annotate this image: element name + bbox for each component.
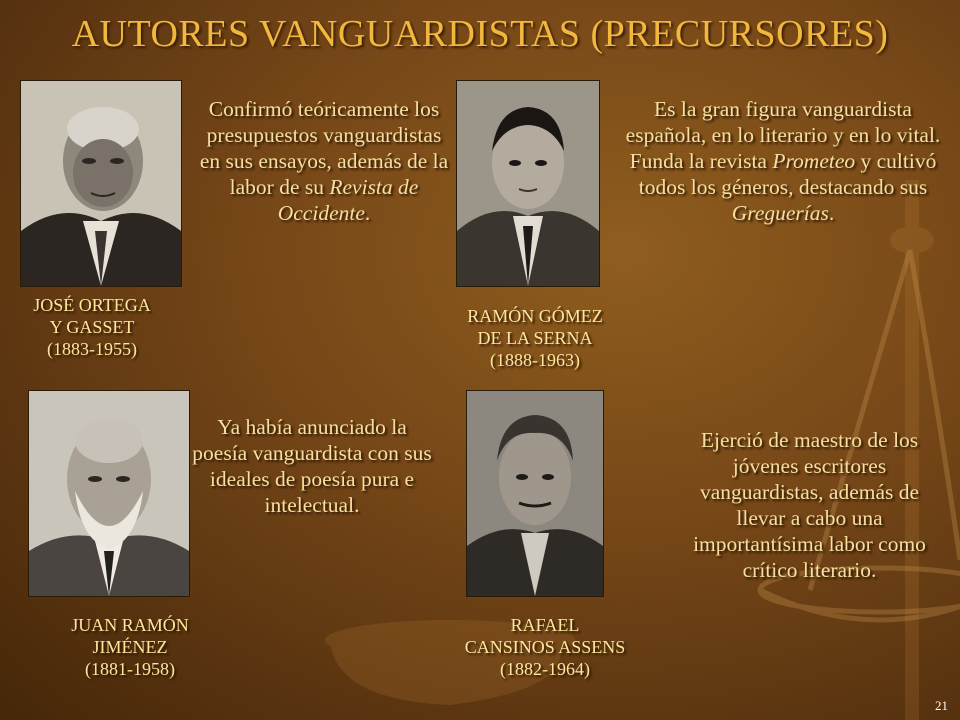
slide-number: 21: [935, 698, 948, 713]
portrait-ortega-y-gasset: [20, 80, 182, 287]
ortega-description: Confirmó teóricamente los presupuestos vanguardistas en sus ensayos, además de la labor de su Revista de Occidente.: [199, 97, 449, 225]
gomez-de-la-serna-description: Es la gran figura vanguardista española, en lo literario y en lo vital. Funda la revista Prometeo y cultivó todos los géneros, destacando sus Greguerías.: [625, 97, 941, 225]
cansinos-assens-name: RAFAEL CANSINOS ASSENS (1882-1964): [464, 615, 626, 679]
juan-ramon-jimenez-description: Ya había anunciado la poesía vanguardista con sus ideales de poesía pura e intelectual.: [192, 415, 432, 517]
gomez-de-la-serna-name: RAMÓN GÓMEZ DE LA SERNA (1888-1963): [467, 306, 603, 370]
portrait-cansinos-assens: [466, 390, 604, 597]
slide-title: AUTORES VANGUARDISTAS (PRECURSORES): [71, 13, 889, 55]
ortega-name: JOSÉ ORTEGA Y GASSET (1883-1955): [33, 295, 151, 359]
portrait-juan-ramon-jimenez: [28, 390, 190, 597]
portrait-gomez-de-la-serna: [456, 80, 600, 287]
cansinos-assens-description: Ejerció de maestro de los jóvenes escritores vanguardistas, además de llevar a cabo una importantísima labor como crítico literario.: [693, 428, 926, 582]
juan-ramon-jimenez-name: JUAN RAMÓN JIMÉNEZ (1881-1958): [71, 615, 189, 679]
